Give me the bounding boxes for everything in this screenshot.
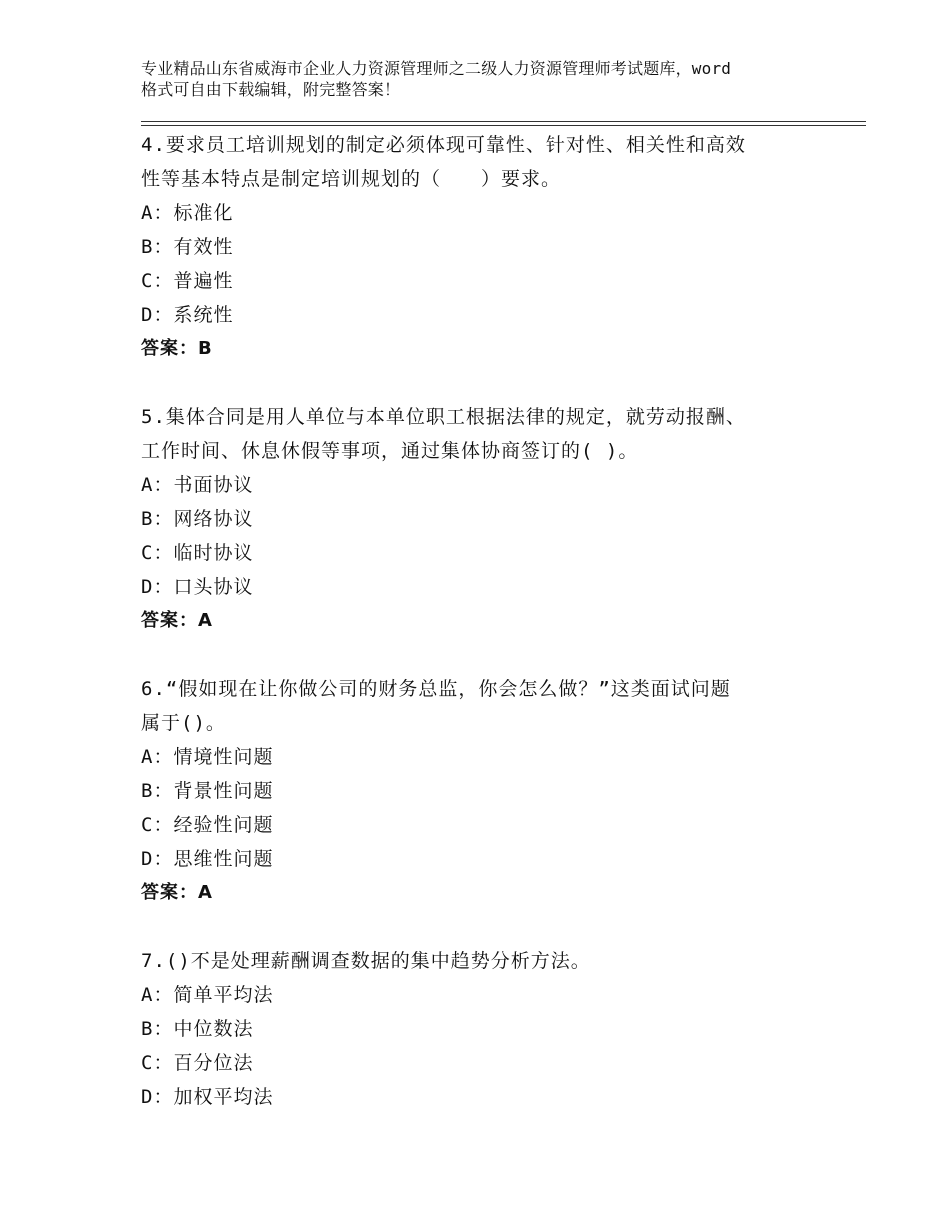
- stem-line: 工作时间、休息休假等事项，通过集体协商签订的( )。: [141, 440, 639, 462]
- option-c: C：经验性问题: [141, 814, 274, 836]
- option-d: D：思维性问题: [141, 848, 274, 870]
- answer-label: 答案：A: [141, 610, 213, 631]
- stem-line: 6.“假如现在让你做公司的财务总监，你会怎么做？”这类面试问题: [141, 678, 731, 700]
- question-4: [141, 128, 841, 366]
- question-spacer: [141, 910, 841, 944]
- stem-line: 性等基本特点是制定培训规划的（ ）要求。: [141, 168, 562, 190]
- header-divider-bottom: [141, 125, 866, 126]
- option-a: A：简单平均法: [141, 984, 274, 1006]
- header-line-2: 格式可自由下载编辑，附完整答案！: [141, 80, 401, 99]
- header-divider-top: [141, 121, 866, 122]
- option-a: A：情境性问题: [141, 746, 274, 768]
- option-b: B：有效性: [141, 236, 234, 258]
- question-stem: [141, 944, 841, 978]
- option-d: D：口头协议: [141, 576, 254, 598]
- stem-line: 属于()。: [141, 712, 226, 734]
- document-header: [141, 58, 841, 100]
- option-a: A：标准化: [141, 202, 234, 224]
- option-c: C：普遍性: [141, 270, 234, 292]
- question-stem: [141, 400, 841, 468]
- option-c: C：临时协议: [141, 542, 254, 564]
- option-d: D：系统性: [141, 304, 234, 326]
- question-list: [141, 128, 841, 1114]
- header-line-1: 专业精品山东省威海市企业人力资源管理师之二级人力资源管理师考试题库，word: [141, 59, 732, 78]
- option-c: C：百分位法: [141, 1052, 254, 1074]
- stem-line: 5.集体合同是用人单位与本单位职工根据法律的规定，就劳动报酬、: [141, 406, 746, 428]
- question-5: [141, 400, 841, 638]
- stem-line: 7.()不是处理薪酬调查数据的集中趋势分析方法。: [141, 950, 591, 972]
- question-6: [141, 672, 841, 910]
- option-a: A：书面协议: [141, 474, 254, 496]
- question-stem: [141, 128, 841, 196]
- question-stem: [141, 672, 841, 740]
- question-7: [141, 944, 841, 1114]
- option-d: D：加权平均法: [141, 1086, 274, 1108]
- question-spacer: [141, 366, 841, 400]
- option-b: B：背景性问题: [141, 780, 274, 802]
- option-b: B：中位数法: [141, 1018, 254, 1040]
- stem-line: 4.要求员工培训规划的制定必须体现可靠性、针对性、相关性和高效: [141, 134, 746, 156]
- answer-label: 答案：A: [141, 882, 213, 903]
- answer-label: 答案：B: [141, 338, 213, 359]
- option-b: B：网络协议: [141, 508, 254, 530]
- question-spacer: [141, 638, 841, 672]
